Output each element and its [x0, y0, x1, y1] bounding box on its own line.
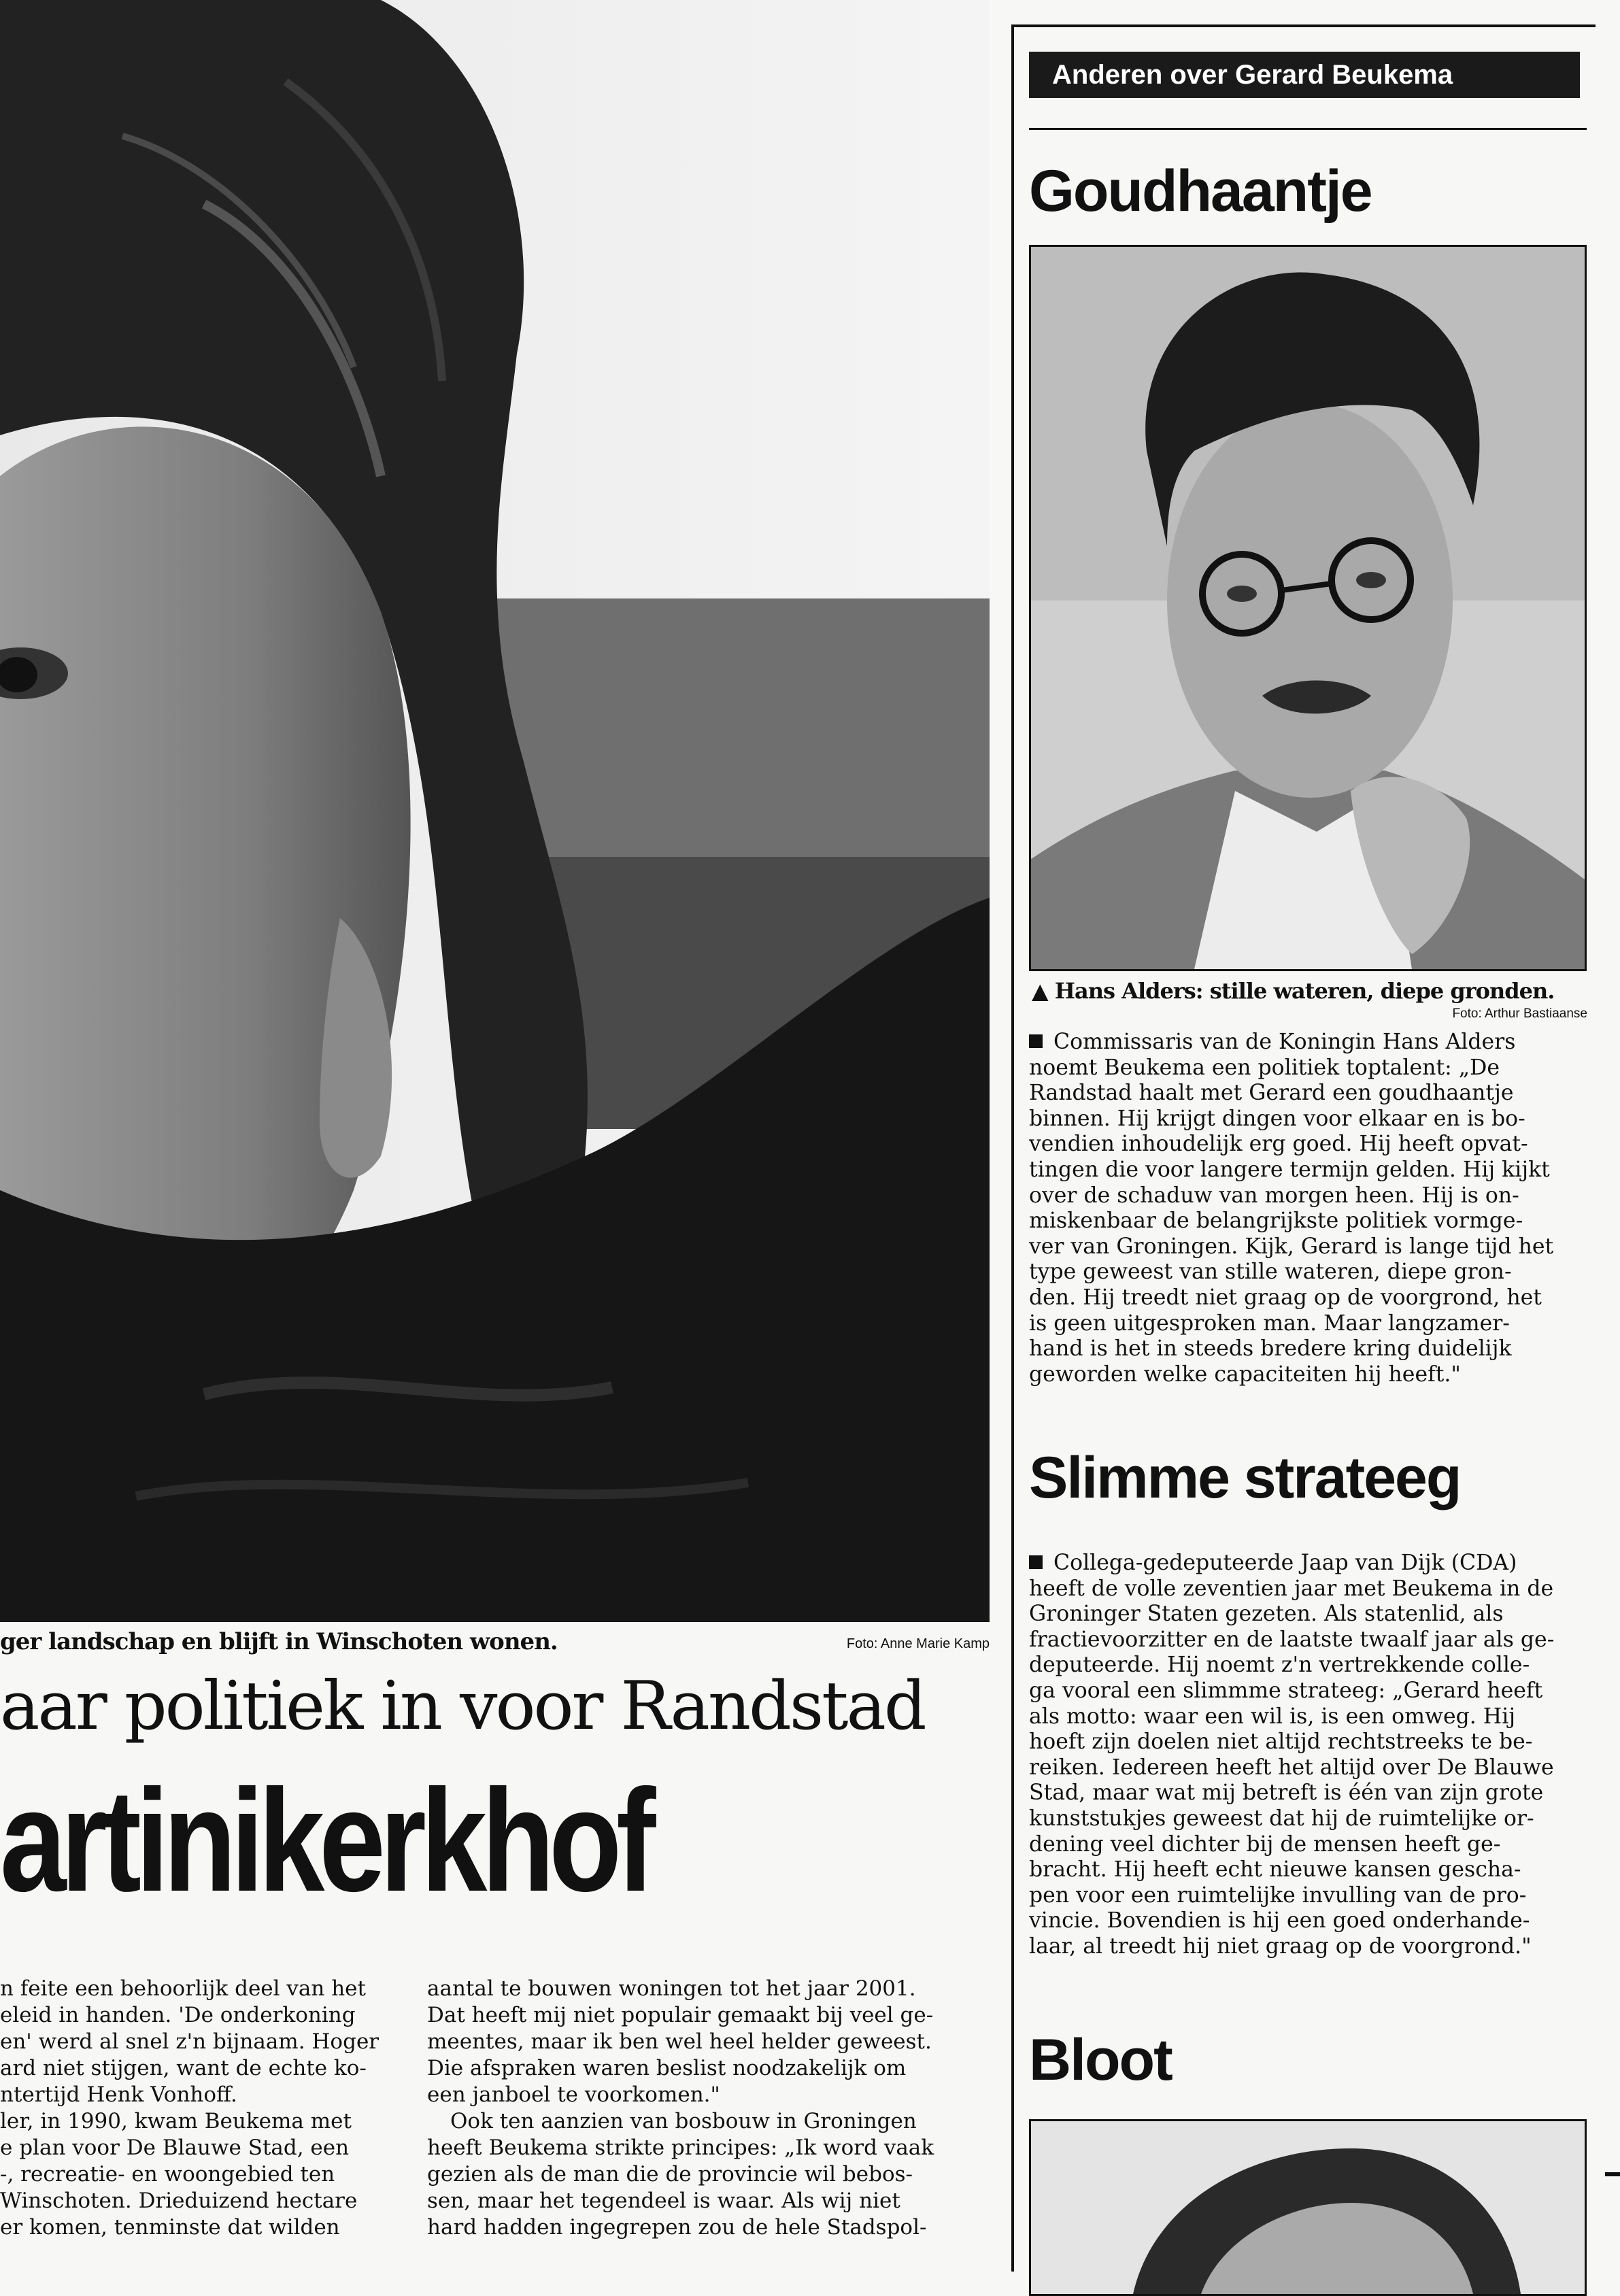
text-line: eleid in handen. 'De onderkoning [0, 2003, 356, 2027]
portrait-photo-hans-alders [1029, 245, 1587, 971]
text-line: tingen die voor langere termijn gelden. Hij kijkt [1029, 1157, 1550, 1182]
text-line: miskenbaar de belangrijkste politiek vormge- [1029, 1209, 1523, 1234]
bullet-square-icon [1029, 1555, 1043, 1569]
text-line: Commissaris van de Koningin Hans Alders [1053, 1030, 1516, 1054]
text-line: Winschoten. Drieduizend hectare [0, 2189, 358, 2213]
text-line: Randstad haalt met Gerard een goudhaantje [1029, 1081, 1514, 1106]
main-portrait-photo [0, 0, 990, 1622]
photo-caption-hans-alders: ▲ Hans Alders: stille wateren, diepe gronden. [1032, 978, 1555, 1004]
text-line: ntertijd Henk Vonhoff. [0, 2082, 237, 2107]
text-line: type geweest van stille wateren, diepe gron- [1029, 1260, 1512, 1285]
text-line: aantal te bouwen woningen tot het jaar 2001. [427, 1976, 916, 2001]
text-line: ler, in 1990, kwam Beukema met [0, 2109, 352, 2133]
text-line: laar, al treedt hij niet graag op de voorgrond." [1029, 1934, 1532, 1959]
text-line: hoeft zijn doelen niet altijd rechtstreeks te be- [1029, 1729, 1533, 1755]
text-line: n feite een behoorlijk deel van het [0, 1976, 366, 2001]
text-line: Ook ten aanzien van bosbouw in Groningen [450, 2109, 917, 2133]
page-edge-mark [1605, 2172, 1620, 2176]
text-line: Die afspraken waren beslist noodzakelijk om [427, 2056, 907, 2080]
text-line: kunststukjes geweest dat hij de ruimtelijke or- [1029, 1806, 1534, 1831]
text-line: bracht. Hij heeft echt nieuwe kansen gescha- [1029, 1857, 1521, 1883]
sidebar-label: Anderen over Gerard Beukema [1029, 52, 1580, 98]
section-heading-goudhaantje: Goudhaantje [1029, 158, 1372, 224]
text-line: fractievoorzitter en de laatste twaalf jaar als ge- [1029, 1627, 1555, 1652]
text-line: den. Hij treedt niet graag op de voorgrond, het [1029, 1285, 1542, 1310]
text-line: geworden welke capaciteiten hij heeft." [1029, 1362, 1461, 1387]
section-text-slimme-strateeg [1029, 1551, 1591, 1960]
text-line: Collega-gedeputeerde Jaap van Dijk (CDA) [1053, 1551, 1517, 1575]
text-line: deputeerde. Hij noemt z'n vertrekkende colle- [1029, 1653, 1530, 1678]
text-line: pen voor een ruimtelijke invulling van de pro- [1029, 1883, 1527, 1908]
divider [1029, 128, 1587, 130]
text-line: hard hadden ingegrepen zou de hele Stadspol- [427, 2215, 927, 2240]
text-line: -, recreatie- en woongebied ten [0, 2162, 335, 2187]
text-line: vendien inhoudelijk erg goed. Hij heeft opvat- [1029, 1132, 1528, 1157]
portrait-photo-bloot [1029, 2119, 1587, 2296]
text-line: reiken. Iedereen heeft het altijd over De Blauwe [1029, 1755, 1554, 1780]
text-line: ga vooral een slimmme strateeg: „Gerard heeft [1029, 1678, 1543, 1703]
text-line: hand is het in steeds bredere kring duidelijk [1029, 1336, 1512, 1362]
text-line: Groninger Staten gezeten. Als statenlid, als [1029, 1602, 1504, 1627]
main-photo-caption: ger landschap en blijft in Winschoten wonen. [0, 1628, 558, 1655]
section-heading-bloot: Bloot [1029, 2027, 1172, 2093]
photo-credit: Foto: Arthur Bastiaanse [1452, 1007, 1587, 1021]
text-line: dening veel dichter bij de mensen heeft ge- [1029, 1831, 1501, 1857]
text-line: binnen. Hij krijgt dingen voor elkaar en is bo- [1029, 1106, 1525, 1131]
text-line: ver van Groningen. Kijk, Gerard is lange tijd het [1029, 1234, 1554, 1259]
main-photo-caption-row [0, 1627, 990, 1661]
section-heading-slimme-strateeg: Slimme strateeg [1029, 1445, 1461, 1510]
text-line: meentes, maar ik ben wel heel helder geweest. [427, 2029, 932, 2054]
text-line: heeft Beukema strikte principes: „Ik word vaak [427, 2135, 934, 2160]
text-line: er komen, tenminste dat wilden [0, 2215, 340, 2240]
text-line: Dat heeft mij niet populair gemaakt bij veel ge- [427, 2003, 934, 2027]
text-line: noemt Beukema een politiek toptalent: „De [1029, 1055, 1500, 1080]
sidebar [1011, 24, 1596, 2272]
text-line: ard niet stijgen, want de echte ko- [0, 2056, 367, 2080]
article-kicker: aar politiek in voor Randstad [0, 1668, 925, 1745]
article-column-1 [0, 1976, 408, 2241]
article-column-2 [427, 1976, 992, 2241]
main-photo-credit: Foto: Anne Marie Kamp [846, 1636, 990, 1651]
text-line: en' werd al snel z'n bijnaam. Hoger [0, 2029, 379, 2054]
bullet-square-icon [1029, 1034, 1043, 1048]
text-line: Stad, maar wat mij betreft is één van zijn grote [1029, 1780, 1544, 1806]
text-line: vincie. Bovendien is hij een goed onderhande- [1029, 1908, 1530, 1934]
text-line: als motto: waar een wil is, is een omweg. Hij [1029, 1704, 1516, 1729]
text-line: over de schaduw van morgen heen. Hij is on- [1029, 1183, 1519, 1208]
text-line: e plan voor De Blauwe Stad, een [0, 2135, 350, 2160]
text-line: gezien als de man die de provincie wil bebos- [427, 2162, 913, 2187]
text-line: sen, maar het tegendeel is waar. Als wij niet [427, 2189, 900, 2213]
text-line: is geen uitgesproken man. Maar langzamer- [1029, 1311, 1510, 1336]
article-headline: artinikerkhof [0, 1759, 651, 1922]
section-text-goudhaantje [1029, 1030, 1591, 1387]
text-line: een janboel te voorkomen." [427, 2082, 720, 2107]
text-line: heeft de volle zeventien jaar met Beukema in de [1029, 1576, 1554, 1601]
